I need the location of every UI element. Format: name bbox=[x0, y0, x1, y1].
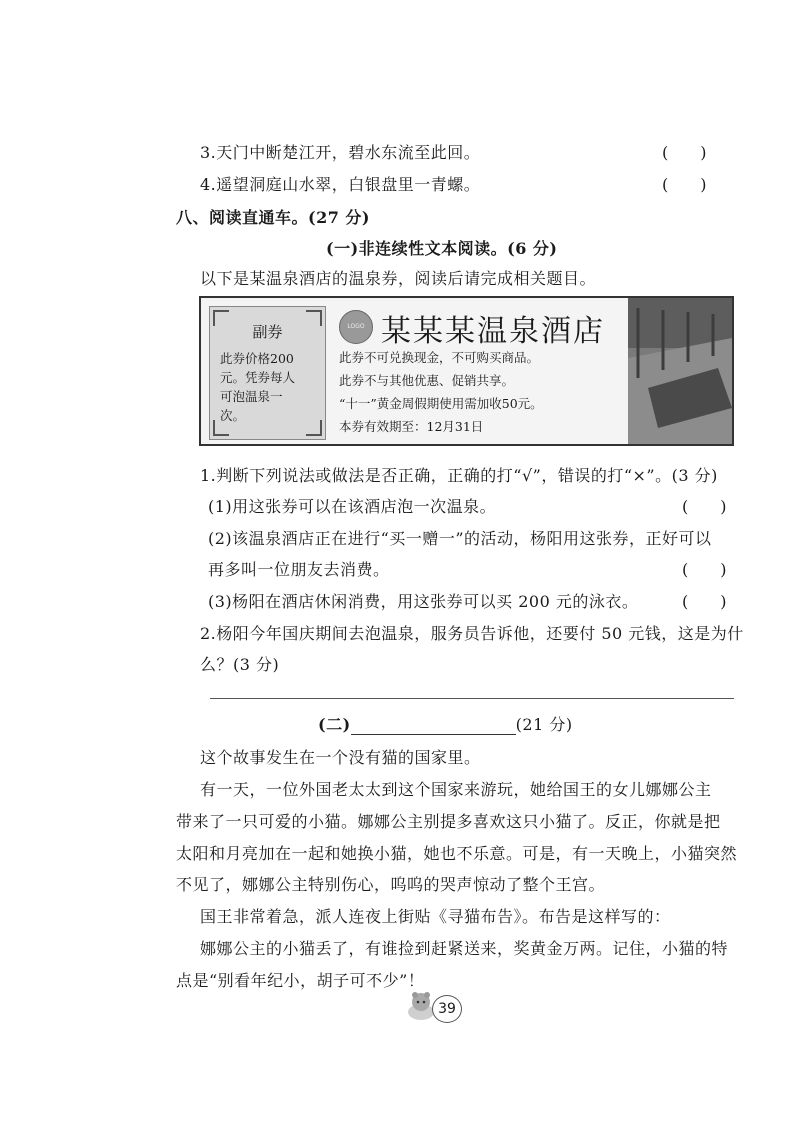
coupon-rule: 此券不可兑换现金，不可购买商品。 bbox=[339, 350, 540, 365]
answer-paren-q1-2[interactable]: ( ) bbox=[682, 560, 727, 579]
story-line: 不见了，娜娜公主特别伤心，呜呜的哭声惊动了整个王宫。 bbox=[176, 875, 606, 894]
story-paragraph-3: 国王非常着急，派人连夜上街贴《寻猫布告》。布告是这样写的： bbox=[200, 907, 671, 926]
story-paragraph-2: 有一天，一位外国老太太到这个国家来游玩，她给国王的女儿娜娜公主 bbox=[200, 780, 712, 799]
stub-line: 此券价格200 bbox=[220, 351, 294, 366]
title-blank[interactable] bbox=[351, 718, 516, 735]
answer-line[interactable] bbox=[210, 698, 734, 699]
answer-paren-3[interactable]: ( ) bbox=[662, 143, 707, 162]
hot-spring-coupon bbox=[199, 296, 734, 446]
poem-item-4: 4.遥望洞庭山水翠，白银盘里一青螺。 bbox=[200, 175, 481, 194]
answer-paren-q1-3[interactable]: ( ) bbox=[682, 592, 727, 611]
stub-line: 次。 bbox=[220, 408, 246, 423]
coupon-rule: “十一”黄金周假期使用需加收50元。 bbox=[339, 396, 543, 411]
coupon-rules bbox=[339, 346, 543, 438]
hotel-logo-icon bbox=[339, 310, 373, 344]
stub-title: 副券 bbox=[252, 323, 283, 341]
subsection-title-2 bbox=[318, 712, 573, 735]
hotel-name: 某某某温泉酒店 bbox=[381, 314, 605, 349]
story-line: 太阳和月亮加在一起和她换小猫，她也不乐意。可是，有一天晚上，小猫突然 bbox=[176, 844, 738, 863]
question-1-item-2: (2)该温泉酒店正在进行“买一赠一”的活动，杨阳用这张券，正好可以 bbox=[208, 529, 712, 548]
story-line: 点是“别看年纪小，胡子可不少”！ bbox=[176, 971, 425, 990]
question-1-stem: 1.判断下列说法或做法是否正确，正确的打“√”，错误的打“×”。(3 分) bbox=[200, 466, 718, 485]
question-2-line-1: 2.杨阳今年国庆期间去泡温泉，服务员告诉他，还要付 50 元钱，这是为什 bbox=[200, 624, 744, 643]
question-1-item-2-cont: 再多叫一位朋友去消费。 bbox=[208, 560, 390, 579]
coupon-rule: 此券不与其他优惠、促销共享。 bbox=[339, 373, 515, 388]
stub-line: 可泡温泉一 bbox=[220, 389, 283, 404]
story-line: 带来了一只可爱的小猫。娜娜公主别提多喜欢这只小猫了。反正，你就是把 bbox=[176, 812, 721, 831]
subsection-score: (21 分) bbox=[515, 715, 573, 734]
question-1-item-1: (1)用这张券可以在该酒店泡一次温泉。 bbox=[208, 497, 497, 516]
question-1-item-3: (3)杨阳在酒店休闲消费，用这张券可以买 200 元的泳衣。 bbox=[208, 592, 639, 611]
stub-body bbox=[220, 349, 320, 425]
coupon-rule: 本券有效期至：12月31日 bbox=[339, 419, 484, 434]
logo-text: LOGO bbox=[347, 323, 365, 330]
story-paragraph-4: 娜娜公主的小猫丢了，有谁捡到赶紧送来，奖黄金万两。记住，小猫的特 bbox=[200, 939, 729, 958]
hot-spring-photo bbox=[628, 298, 732, 444]
section-title: 八、阅读直通车。(27 分) bbox=[176, 208, 370, 227]
story-paragraph-1: 这个故事发生在一个没有猫的国家里。 bbox=[200, 748, 481, 767]
subsection-title-1: (一)非连续性文本阅读。(6 分) bbox=[326, 239, 558, 258]
coupon-stub bbox=[209, 306, 326, 440]
stub-line: 元。凭券每人 bbox=[220, 370, 296, 385]
poem-item-3: 3.天门中断楚江开，碧水东流至此回。 bbox=[200, 143, 481, 162]
answer-paren-q1-1[interactable]: ( ) bbox=[682, 497, 727, 516]
hot-spring-photo-icon bbox=[628, 298, 732, 444]
subsection-label: (二) bbox=[318, 715, 351, 734]
intro-text: 以下是某温泉酒店的温泉券，阅读后请完成相关题目。 bbox=[200, 269, 597, 288]
answer-paren-4[interactable]: ( ) bbox=[662, 175, 707, 194]
question-2-line-2: 么？(3 分) bbox=[200, 655, 280, 674]
page-number: 39 bbox=[432, 995, 462, 1023]
